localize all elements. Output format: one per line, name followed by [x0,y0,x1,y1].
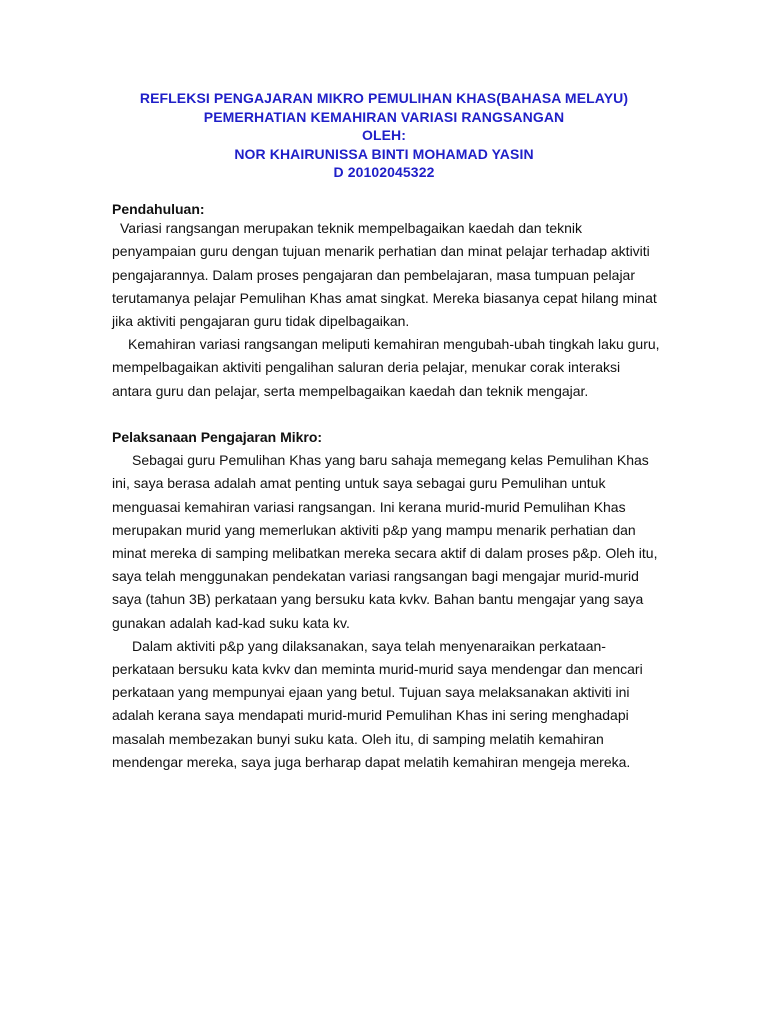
paragraph-line: adalah kerana saya mendapati murid-murid Pemulihan Khas ini sering menghadapi [112,707,629,724]
paragraph-line: ini, saya berasa adalah amat penting untuk saya sebagai guru Pemulihan untuk [112,475,606,492]
paragraph-line: merupakan murid yang memerlukan aktiviti p&p yang mampu menarik perhatian dan [112,521,636,538]
paragraph-spacer [112,403,672,426]
paragraph-line: saya (tahun 3B) perkataan yang bersuku kata kvkv. Bahan bantu mengajar yang saya [112,591,644,608]
paragraph-pendahuluan-2 [112,333,672,403]
document-body [112,198,672,774]
paragraph-line: Sebagai guru Pemulihan Khas yang baru sahaja memegang kelas Pemulihan Khas [132,452,649,469]
paragraph-pelaksanaan-2 [112,635,672,774]
title-line-5: D 20102045322 [333,164,435,180]
paragraph-line: minat mereka di samping melibatkan mereka secara aktif di dalam proses p&p. Oleh itu, [112,545,658,562]
paragraph-line: antara guru dan pelajar, serta mempelbagaikan kaedah dan teknik mengajar. [112,382,589,399]
paragraph-line: jika aktiviti pengajaran guru tidak dipelbagaikan. [112,313,410,330]
paragraph-line: perkataan bersuku kata kvkv dan meminta murid-murid saya mendengar dan mencari [112,661,643,678]
paragraph-line: penyampaian guru dengan tujuan menarik perhatian dan minat pelajar terhadap aktiviti [112,243,650,260]
section-heading-pendahuluan: Pendahuluan: [112,201,205,217]
paragraph-pendahuluan-1 [112,217,672,333]
paragraph-line: perkataan yang mempunyai ejaan yang betul. Tujuan saya melaksanakan aktiviti ini [112,684,630,701]
paragraph-line: gunakan adalah kad-kad suku kata kv. [112,614,350,631]
paragraph-line: masalah membezakan bunyi suku kata. Oleh itu, di samping melatih kemahiran [112,730,604,747]
section-heading-pelaksanaan: Pelaksanaan Pengajaran Mikro: [112,429,323,446]
title-line-4: NOR KHAIRUNISSA BINTI MOHAMAD YASIN [234,145,534,162]
paragraph-line: Kemahiran variasi rangsangan meliputi kemahiran mengubah-ubah tingkah laku guru, [128,336,660,353]
title-line-2: PEMERHATIAN KEMAHIRAN VARIASI RANGSANGAN [203,108,565,125]
paragraph-line: pengajarannya. Dalam proses pengajaran dan pembelajaran, masa tumpuan pelajar [112,266,636,283]
paragraph-pelaksanaan-1 [112,449,672,635]
paragraph-line: saya telah menggunakan pendekatan variasi rangsangan bagi mengajar murid-murid [112,568,639,585]
title-line-1: REFLEKSI PENGAJARAN MIKRO PEMULIHAN KHAS(BAHASA MELAYU) [139,90,629,106]
title-line-3: OLEH: [361,127,407,143]
document-title [0,89,768,182]
paragraph-line: terutamanya pelajar Pemulihan Khas amat singkat. Mereka biasanya cepat hilang minat [112,289,657,306]
paragraph-line: menguasai kemahiran variasi rangsangan. Ini kerana murid-murid Pemulihan Khas [112,498,626,515]
paragraph-line: Variasi rangsangan merupakan teknik mempelbagaikan kaedah dan teknik [120,220,583,237]
paragraph-line: mempelbagaikan aktiviti pengalihan saluran deria pelajar, menukar corak interaksi [112,359,621,376]
paragraph-line: Dalam aktiviti p&p yang dilaksanakan, saya telah menyenaraikan perkataan- [132,637,606,654]
paragraph-line: mendengar mereka, saya juga berharap dapat melatih kemahiran mengeja mereka. [112,753,631,770]
